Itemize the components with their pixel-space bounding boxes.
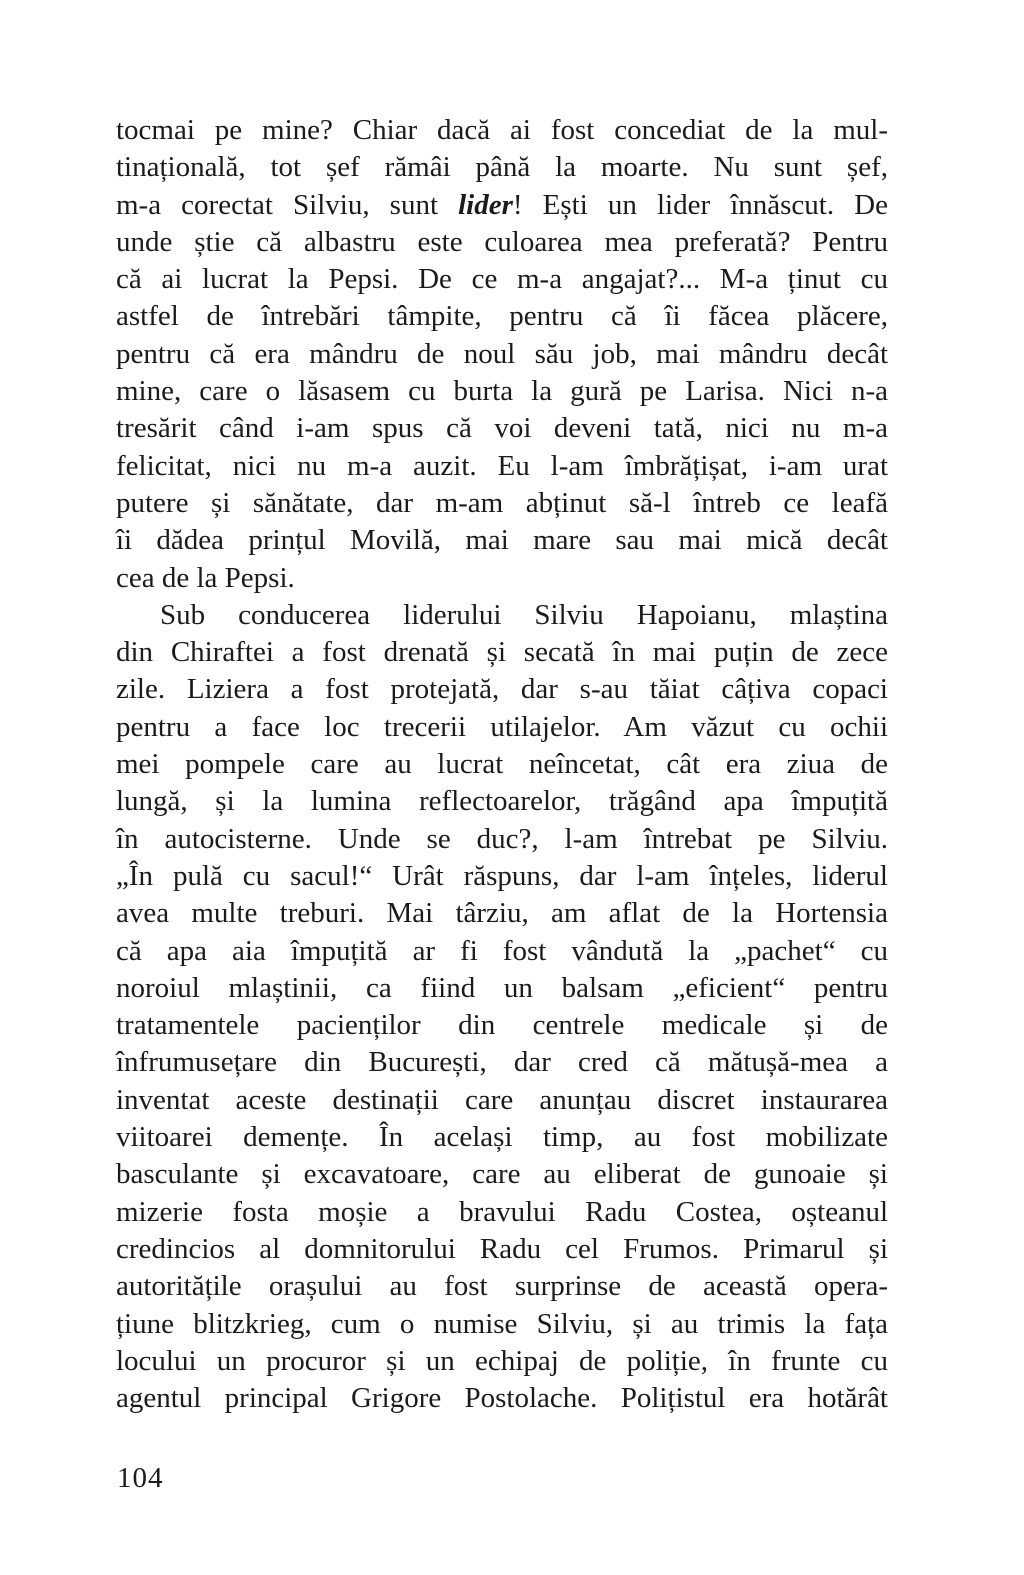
paragraph	[116, 112, 888, 597]
text-line: țiune blitzkrieg, cum o numise Silviu, și au trimis la fața	[116, 1307, 888, 1340]
page-number: 104	[117, 1462, 164, 1494]
book-page-text	[116, 112, 888, 1417]
text-line: tratamentele pacienților din centrele medicale și de	[116, 1009, 888, 1042]
text-line: agentul principal Grigore Postolache. Polițistul era hotărât	[116, 1382, 888, 1415]
text-line: în autocisterne. Unde se duc?, l-am întrebat pe Silviu.	[116, 822, 888, 855]
text-line: „În pulă cu sacul!“ Urât răspuns, dar l-am înțeles, liderul	[116, 859, 888, 892]
text-line: pentru a face loc trecerii utilajelor. Am văzut cu ochii	[116, 710, 888, 743]
text-line: lungă, și la lumina reflectoarelor, trăgând apa împuțită	[116, 785, 888, 818]
text-line: credincios al domnitorului Radu cel Frumos. Primarul și	[116, 1232, 888, 1265]
text-line: tocmai pe mine? Chiar dacă ai fost concediat de la mul-	[116, 114, 888, 146]
text-segment: ! Ești un lider înnăscut. De	[512, 188, 888, 221]
text-line: cea de la Pepsi.	[116, 561, 295, 594]
text-line: felicitat, nici nu m-a auzit. Eu l-am îmbrățișat, i-am urat	[116, 449, 888, 482]
text-line: că ai lucrat la Pepsi. De ce m-a angajat?... M-a ținut cu	[116, 263, 888, 296]
text-line: mine, care o lăsasem cu burta la gură pe Larisa. Nici n-a	[116, 375, 888, 408]
text-line	[116, 187, 888, 224]
text-line: avea multe treburi. Mai târziu, am aflat de la Hortensia	[116, 897, 888, 930]
text-line: astfel de întrebări tâmpite, pentru că îi făcea plăcere,	[116, 300, 888, 333]
text-line: îi dădea prințul Movilă, mai mare sau mai mică decât	[116, 524, 888, 557]
text-line: viitoarei demențe. În același timp, au fost mobilizate	[116, 1121, 888, 1154]
text-segment: m-a corectat Silviu, sunt	[116, 188, 459, 221]
text-line: autoritățile orașului au fost surprinse de această opera-	[116, 1270, 888, 1303]
text-line: tresărit când i-am spus că voi deveni tată, nici nu m-a	[116, 412, 888, 445]
emphasized-word: lider	[458, 188, 513, 221]
text-line: mizerie fosta moșie a bravului Radu Costea, oșteanul	[116, 1195, 888, 1228]
text-line: putere și sănătate, dar m-am abținut să-l întreb ce leafă	[116, 486, 888, 519]
paragraph	[116, 597, 888, 1418]
text-line: că apa aia împuțită ar fi fost vândută la „pachet“ cu	[116, 934, 888, 967]
text-line: pentru că era mândru de noul său job, mai mândru decât	[116, 337, 888, 370]
text-line: basculante și excavatoare, care au eliberat de gunoaie și	[116, 1158, 888, 1191]
text-line: locului un procuror și un echipaj de poliție, în frunte cu	[116, 1344, 888, 1377]
text-line: înfrumusețare din București, dar cred că mătușă-mea a	[116, 1046, 888, 1079]
text-line: mei pompele care au lucrat neîncetat, cât era ziua de	[116, 748, 888, 781]
text-line: noroiul mlaștinii, ca fiind un balsam „eficient“ pentru	[116, 971, 888, 1004]
text-line: unde știe că albastru este culoarea mea preferată? Pentru	[116, 225, 888, 258]
text-line: inventat aceste destinații care anunțau discret instaurarea	[116, 1083, 888, 1116]
text-line: din Chiraftei a fost drenată și secată în mai puțin de zece	[116, 636, 888, 669]
text-line: Sub conducerea liderului Silviu Hapoianu, mlaștina	[160, 598, 888, 631]
text-line: zile. Liziera a fost protejată, dar s-au tăiat câțiva copaci	[116, 673, 888, 706]
text-line: tinațională, tot șef rămâi până la moarte. Nu sunt șef,	[116, 151, 888, 184]
